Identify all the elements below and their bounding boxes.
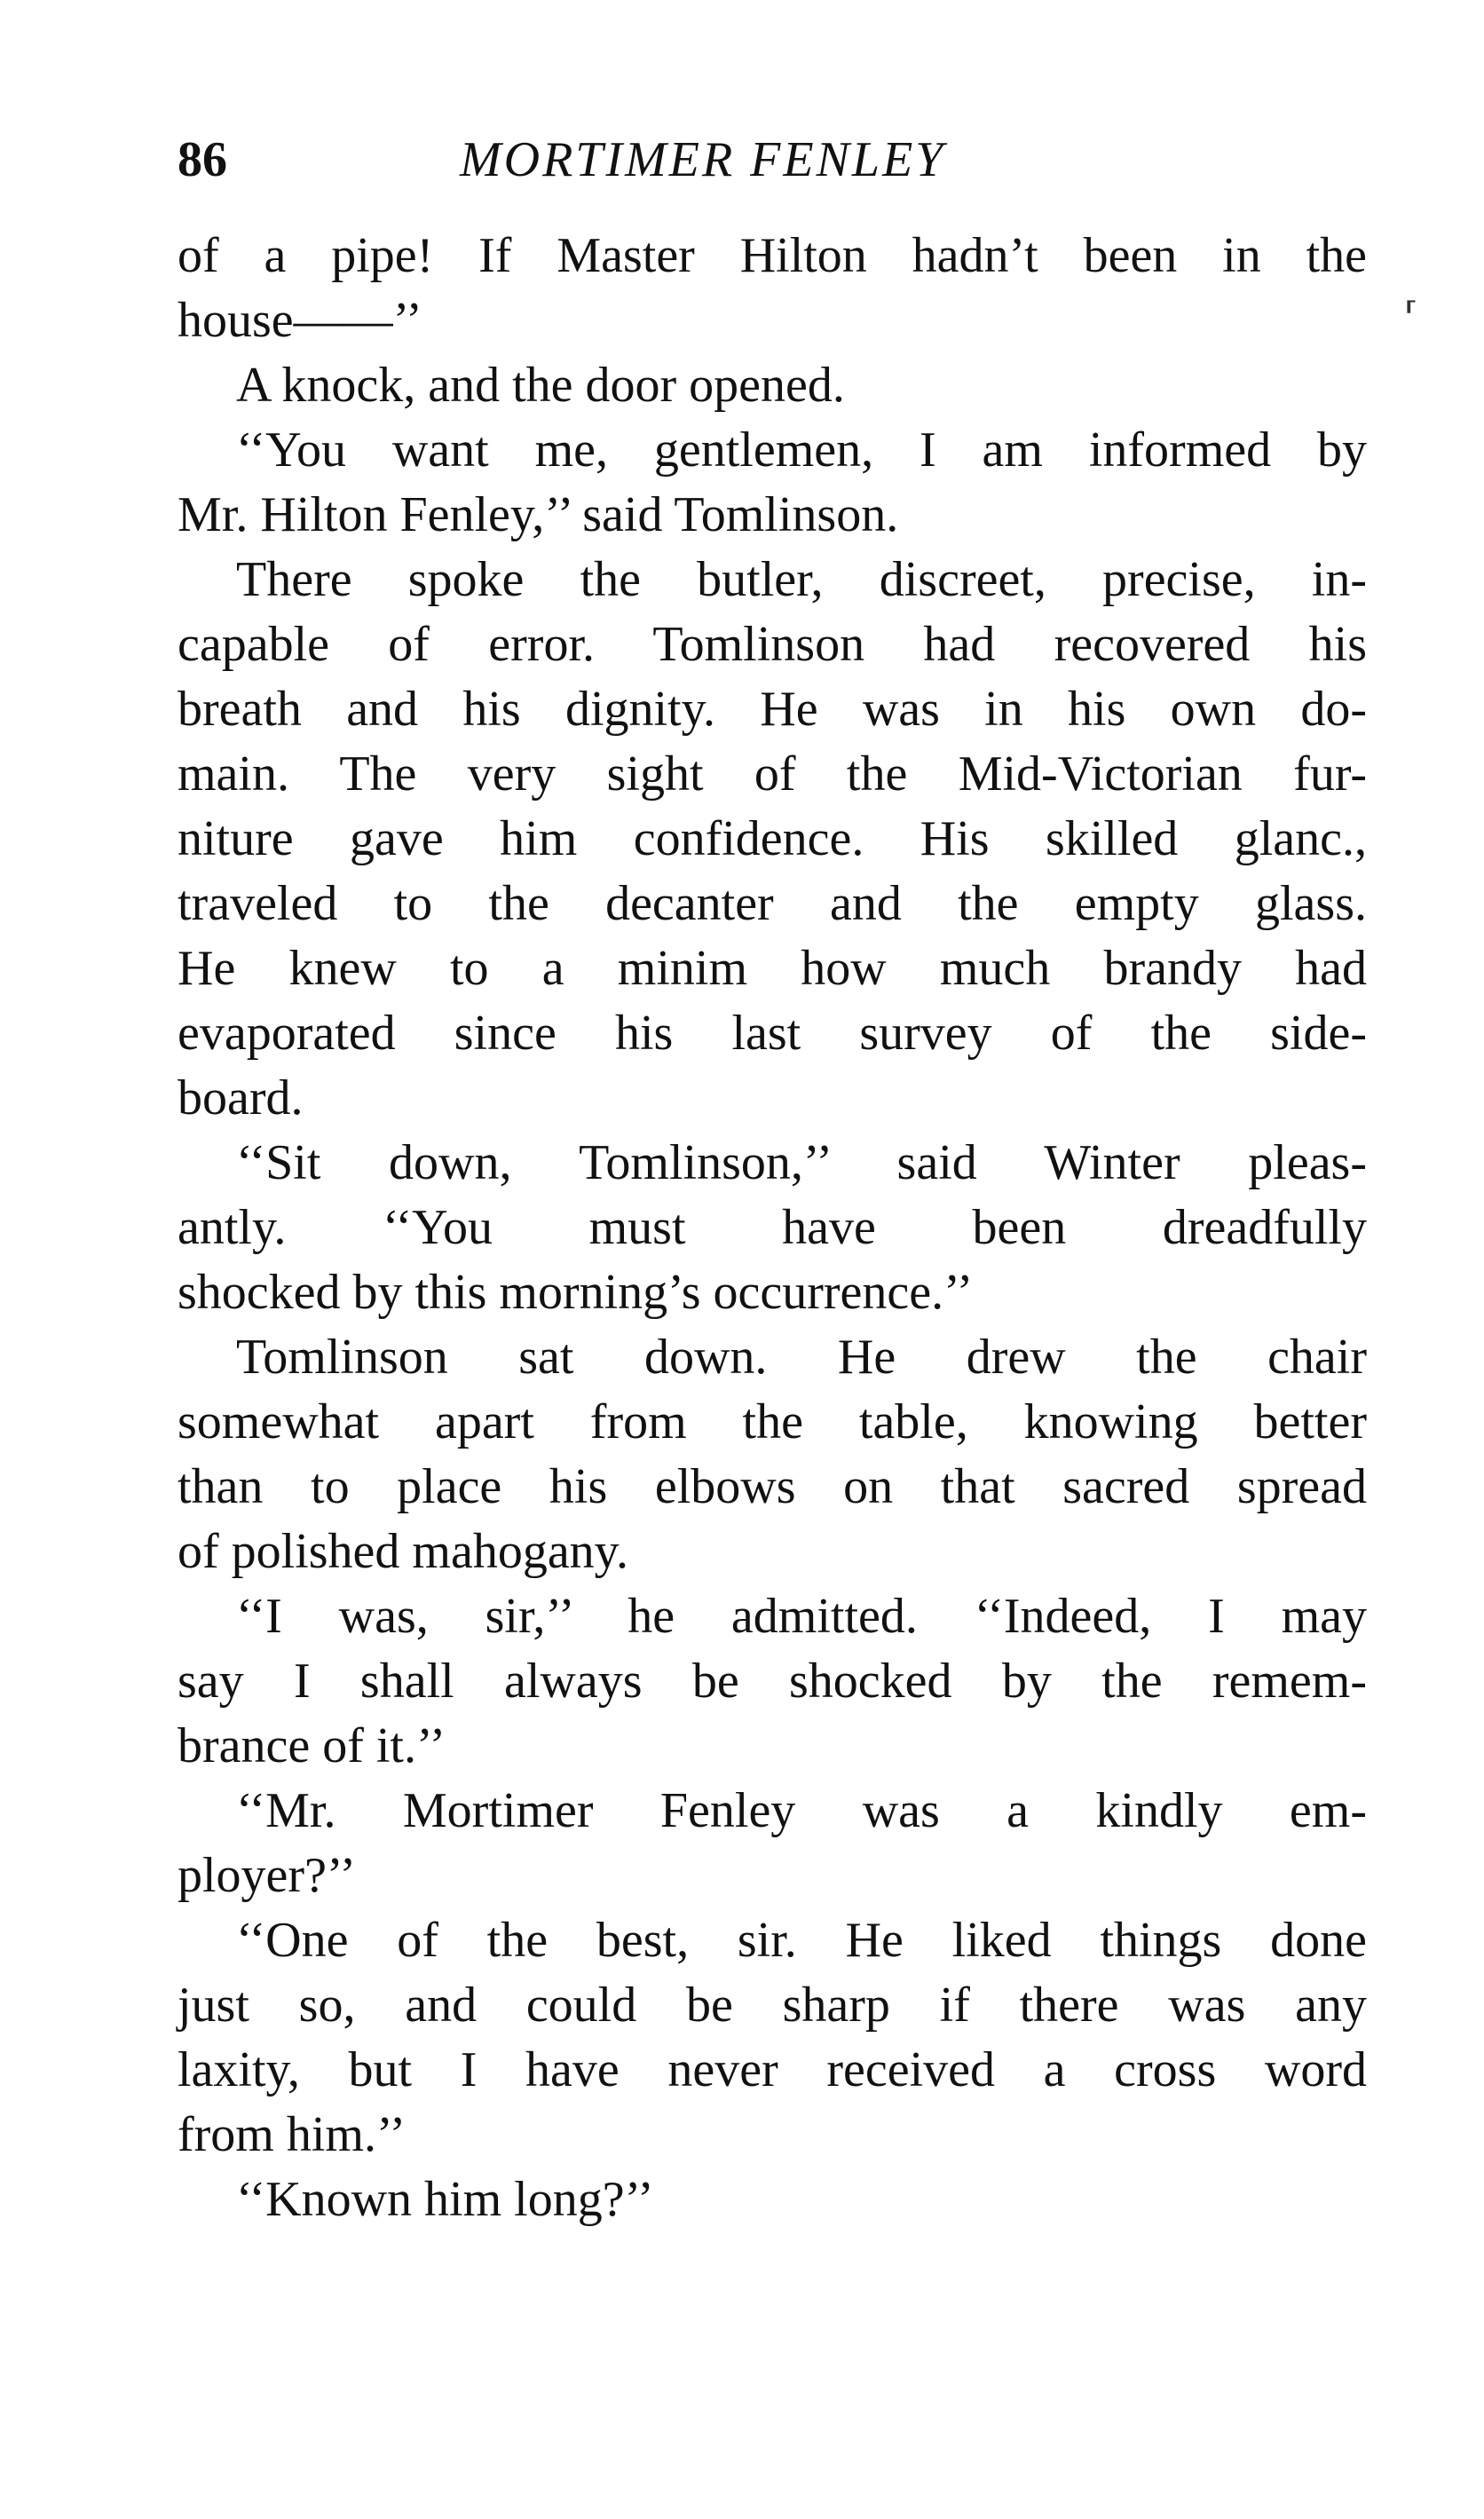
running-title: MORTIMER FENLEY xyxy=(460,132,946,187)
page-number: 86 xyxy=(178,132,227,187)
text-line: evaporated since his last survey of the side- xyxy=(178,1006,1367,1061)
text-line: ployer?’’ xyxy=(178,1848,357,1903)
text-line: A knock, and the door opened. xyxy=(236,358,845,413)
text-line: There spoke the butler, discreet, precise, in- xyxy=(236,552,1367,607)
text-line: ‘‘Sit down, Tomlinson,’’ said Winter pleas- xyxy=(236,1135,1367,1190)
page-header xyxy=(178,124,1367,195)
text-line: of a pipe! If Master Hilton hadn’t been in the xyxy=(178,228,1367,283)
text-line: house——’’ xyxy=(178,293,422,348)
text-line: laxity, but I have never received a cross word xyxy=(178,2042,1367,2097)
text-line: He knew to a minim how much brandy had xyxy=(178,941,1367,996)
text-line: Mr. Hilton Fenley,’’ said Tomlinson. xyxy=(178,487,899,542)
text-line: from him.’’ xyxy=(178,2107,407,2162)
text-line: ‘‘Known him long?’’ xyxy=(236,2172,654,2227)
text-line: of polished mahogany. xyxy=(178,1524,629,1579)
text-line: somewhat apart from the table, knowing better xyxy=(178,1394,1367,1449)
text-line: ‘‘One of the best, sir. He liked things done xyxy=(236,1913,1367,1968)
text-line: Tomlinson sat down. He drew the chair xyxy=(236,1330,1367,1385)
text-line: main. The very sight of the Mid-Victorian fur- xyxy=(178,746,1367,802)
margin-mark: ⸢ xyxy=(1404,296,1418,336)
text-line: board. xyxy=(178,1070,304,1125)
body-text xyxy=(178,224,1367,2232)
text-line: brance of it.’’ xyxy=(178,1718,446,1773)
text-line: ‘‘I was, sir,’’ he admitted. ‘‘Indeed, I may xyxy=(236,1589,1367,1644)
text-line: than to place his elbows on that sacred spread xyxy=(178,1459,1367,1514)
text-line: ‘‘You want me, gentlemen, I am informed by xyxy=(236,422,1367,478)
text-line: niture gave him confidence. His skilled glanc., xyxy=(178,811,1367,866)
text-line: traveled to the decanter and the empty glass. xyxy=(178,876,1367,931)
text-line: ‘‘Mr. Mortimer Fenley was a kindly em- xyxy=(236,1783,1367,1838)
text-line: just so, and could be sharp if there was any xyxy=(178,1978,1367,2033)
text-line: breath and his dignity. He was in his own do- xyxy=(178,682,1367,737)
text-line: shocked by this morning’s occurrence.’’ xyxy=(178,1265,974,1320)
text-line: capable of error. Tomlinson had recovered his xyxy=(178,617,1367,672)
text-line: antly. ‘‘You must have been dreadfully xyxy=(178,1200,1367,1255)
text-line: say I shall always be shocked by the remem- xyxy=(178,1654,1367,1709)
